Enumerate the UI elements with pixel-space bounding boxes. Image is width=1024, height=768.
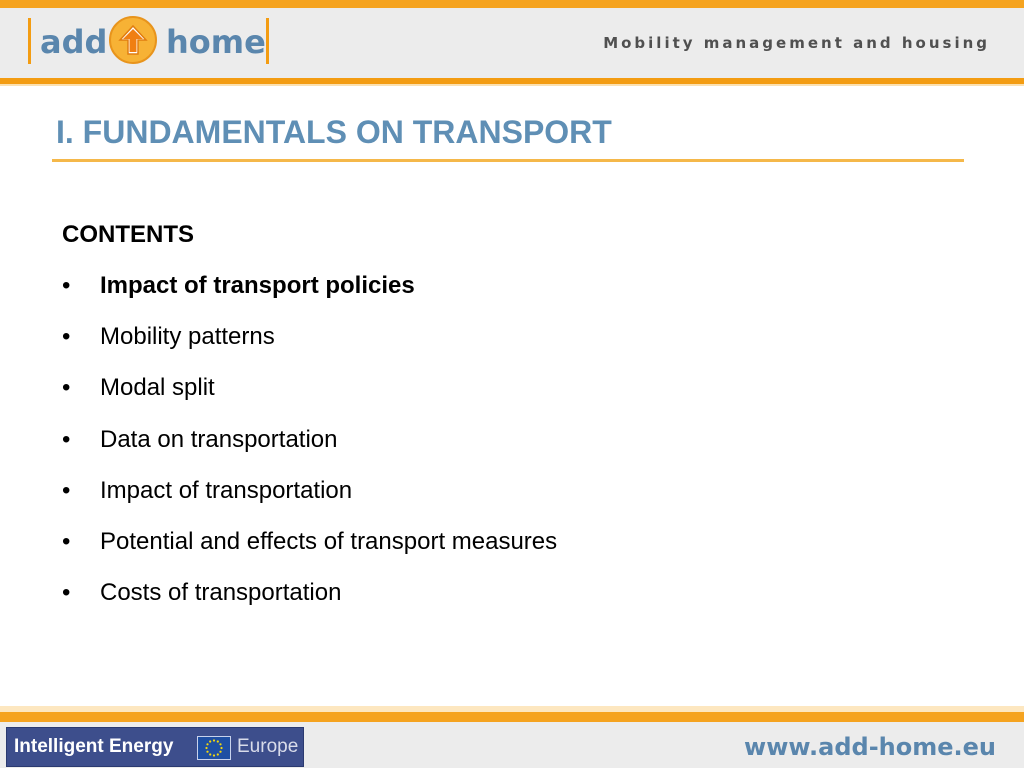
list-item-label: Impact of transportation <box>100 476 353 504</box>
list-item-label: Data on transportation <box>100 425 338 453</box>
contents-list <box>62 271 557 629</box>
slide-title: I. FUNDAMENTALS ON TRANSPORT <box>56 114 612 150</box>
list-item <box>62 322 557 373</box>
header-top-stripe <box>0 0 1024 8</box>
eu-flag-icon <box>197 736 231 760</box>
bullet-icon: • <box>62 527 71 555</box>
list-item <box>62 373 557 424</box>
list-item-label: Modal split <box>100 374 215 402</box>
list-item <box>62 476 557 527</box>
logo-right-bar <box>266 18 269 64</box>
bullet-icon: • <box>62 272 71 299</box>
logo-word-home: home <box>166 23 266 61</box>
bullet-icon: • <box>62 476 71 504</box>
list-item <box>62 527 557 578</box>
add-home-logo <box>28 16 273 68</box>
bullet-icon: • <box>62 323 71 351</box>
list-item-label: Mobility patterns <box>100 323 275 351</box>
list-item <box>62 425 557 476</box>
program-region: Europe <box>237 736 299 757</box>
logo-left-bar <box>28 18 31 64</box>
list-item-label: Impact of transport policies <box>100 272 415 299</box>
website-link[interactable]: www.add-home.eu <box>744 733 996 761</box>
up-arrow-icon <box>109 16 157 64</box>
list-item-label: Costs of transportation <box>100 579 342 607</box>
header-shadow <box>0 84 1024 86</box>
bullet-icon: • <box>62 579 71 607</box>
program-label: Intelligent Energy <box>14 736 174 757</box>
header-tagline: Mobility management and housing <box>603 34 990 52</box>
bullet-icon: • <box>62 425 71 453</box>
list-item-label: Potential and effects of transport measures <box>100 527 558 555</box>
intelligent-energy-europe-banner <box>6 727 304 767</box>
bullet-icon: • <box>62 374 71 402</box>
contents-heading: CONTENTS <box>62 221 194 248</box>
footer-top-stripe <box>0 712 1024 722</box>
title-underline <box>52 159 964 162</box>
list-item <box>62 578 557 629</box>
logo-word-add: add <box>40 23 108 61</box>
list-item <box>62 271 557 322</box>
